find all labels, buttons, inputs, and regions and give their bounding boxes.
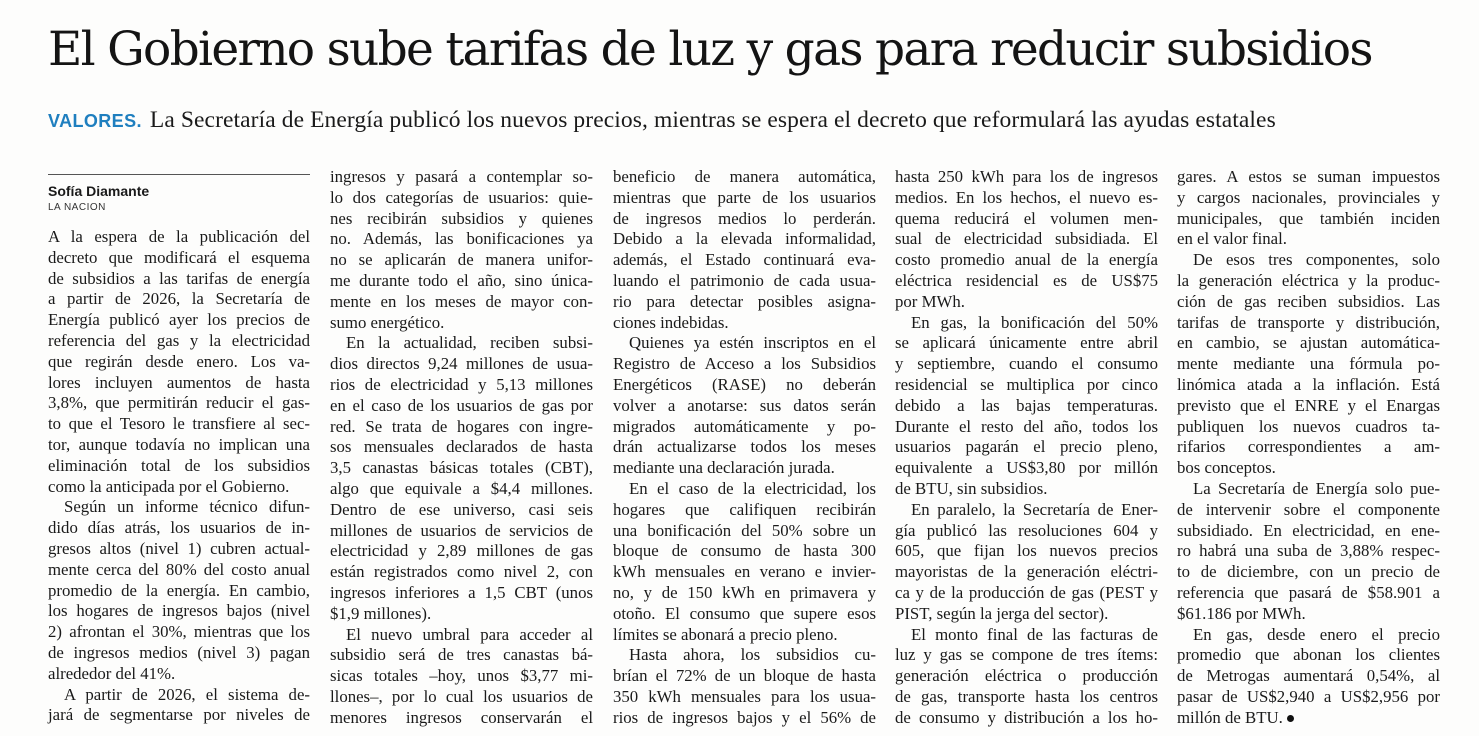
article-line: tor, aunque todavía no implican una [48,434,310,454]
article-line: bloque de consumo de hasta 300 [613,541,876,561]
article-line: 3,8%, que permitirán reducir el gas- [48,393,310,413]
article-line: promedio de la energía. En cambio, [48,580,310,600]
article-line: sos mensuales declarados de hasta [330,437,593,457]
article-line: rio para detectar posibles asigna- [613,291,876,311]
article-line: promedio que abonan los clientes [1177,645,1440,665]
article-line: residencial se multiplica por cinco [895,374,1158,394]
article-line: me durante todo el año, sino única- [330,270,593,290]
article-line: hasta 250 kWh para los de ingresos [895,167,1158,186]
article-line: ción de gas reciben subsidios. Las [1177,291,1440,311]
article-line: De esos tres componentes, solo [1193,250,1440,270]
article-line: algo que equivale a $4,4 millones. [330,478,593,498]
article-line: eléctrica residencial es de US$75 [895,270,1158,290]
article-line: 3,5 canastas básicas totales (CBT), [330,458,593,478]
article-line: equivalente a US$3,80 por millón [895,458,1158,478]
article-line: ingresos inferiores a 1,5 CBT (unos [330,582,593,602]
article-line: drán actualizarse todos los meses [613,437,876,457]
article-line: de ingresos medios (nivel 3) pagan [48,642,310,662]
article-line: y septiembre, cuando el consumo [895,354,1158,374]
article-line: como la anticipada por el Gobierno. [48,476,290,496]
article-line: y cargos nacionales, provinciales y [1177,187,1440,207]
article-line: 605, que fijan los nuevos precios [895,541,1158,561]
article-line: sual de electricidad subsidiada. El [895,229,1158,249]
article-line: a partir de 2026, la Secretaría de [48,289,310,309]
article-line: dios directos 9,24 millones de usua- [330,354,593,374]
end-mark-icon [1287,715,1294,722]
article-line: mente cerca del 80% del costo anual [48,559,310,579]
article-line: luando el patrimonio de cada usua- [613,270,876,290]
article-line: Quienes ya estén inscriptos en el [629,333,876,353]
article-line: beneficio de manera automática, [613,167,876,186]
article-line: tarifas de transporte y distribución, [1177,312,1440,332]
outlet-name: LA NACION [48,202,106,213]
article-line: gía publicó las resoluciones 604 y [895,520,1158,540]
article-line: de Metrogas aumentará 0,54%, al [1177,666,1440,686]
article-line: Energéticos (RASE) no deberán [613,374,876,394]
article-line: En paralelo, la Secretaría de Ener- [911,499,1158,519]
article-line: red. Se trata de hogares con ingre- [330,416,593,436]
article-column-1 [48,227,310,726]
article-line: municipales, que también inciden [1177,208,1440,228]
article-line: linómica atada a la inflación. Está [1177,374,1440,394]
article-line: de ingresos medios lo perderán. [613,208,876,228]
article-line: En gas, la bonificación del 50% [911,312,1158,332]
article-line: migrados automáticamente y po- [613,416,876,436]
subhead-text: La Secretaría de Energía publicó los nuevos precios, mientras se espera el decreto que reformulará las ayudas estatales [149,107,1276,133]
article-line: referencia del gas y la electricidad [48,330,310,350]
article-line: otoño. El consumo que supere esos [613,603,876,623]
article-line: previsto que el ENRE y el Enargas [1177,395,1440,415]
article-line: subsidiado. En electricidad, en ene- [1177,520,1440,540]
article-column-5 [1177,167,1440,729]
article-line: El monto final de las facturas de [911,624,1158,644]
article-line: en el valor final. [1177,229,1287,249]
article-line: alrededor del 41%. [48,663,176,683]
article-line: rifarios correspondientes a am- [1177,437,1440,457]
article-line: $1,9 millones). [330,603,432,623]
article-line: ingresos y pasará a contemplar so- [330,167,593,186]
article-line: debido a las bajas temperaturas. [895,395,1158,415]
article-line: generación eléctrica o producción [895,666,1158,686]
kicker: VALORES. [48,111,142,131]
subhead [48,104,1276,137]
article-line: gresos altos (nivel 1) cubren actual- [48,538,310,558]
byline [48,174,310,213]
article-line: por MWh. [895,291,965,311]
article-line: de consumo y distribución a los ho- [895,707,1158,727]
article-line: usuarios pagarán el precio pleno, [895,437,1158,457]
article-line: sicas totales –hoy, unos $3,77 mi- [330,666,593,686]
article-line: medios. En los hechos, el nuevo es- [895,187,1158,207]
article-line: hogares que califiquen recibirán [613,499,876,519]
article-line: to de diciembre, con un precio de [1177,562,1440,582]
article-line: eliminación total de los subsidios [48,455,310,475]
article-line: se aplicará únicamente entre abril [895,333,1158,353]
article-line: lores incluyen aumentos de hasta [48,372,310,392]
article-line: Registro de Acceso a los Subsidios [613,354,876,374]
article-line: ciones indebidas. [613,312,729,332]
article-line: publiquen los nuevos cuadros ta- [1177,416,1440,436]
article-line: costo promedio anual de la energía [895,250,1158,270]
article-line: nes recibirán subsidios y quienes [330,208,593,228]
article-line: 350 kWh mensuales para los usua- [613,686,876,706]
headline: El Gobierno sube tarifas de luz y gas para reducir subsidios [48,22,1372,77]
article-line: mayoristas de la generación eléctri- [895,562,1158,582]
article-line: dido días atrás, los usuarios de in- [48,518,310,538]
article-line: están registrados como nivel 2, con [330,562,593,582]
article-line: Según un informe técnico difun- [64,497,310,517]
article-line: rios de ingresos bajos y el 56% de [613,707,876,727]
article-line: Durante el resto del año, todos los [895,416,1158,436]
article-line: luz y gas se compone de tres ítems: [895,645,1158,665]
article-line: sumo energético. [330,312,445,332]
article-line: En el caso de la electricidad, los [629,478,876,498]
article-line: mente mediante una fórmula po- [1177,354,1440,374]
article-line: electricidad y 2,89 millones de gas [330,541,593,561]
article-line: ca y de la producción de gas (PEST y [895,582,1158,602]
article-line: Hasta ahora, los subsidios cu- [629,645,876,665]
article-line: Energía publicó ayer los precios de [48,310,310,330]
article-line: En la actualidad, reciben subsi- [346,333,593,353]
article-line: ro habrá una suba de 3,88% respec- [1177,541,1440,561]
article-line: mente en los meses de mayor con- [330,291,593,311]
article-line: 2) afrontan el 30%, mientras que los [48,622,310,642]
article-line: jará de segmentarse por niveles de [48,705,310,725]
article-line: to que el Tesoro le transfiere al sec- [48,414,310,434]
article-line: lo dos categorías de usuarios: quie- [330,187,593,207]
article-column-3 [613,167,876,729]
article-line: la generación eléctrica y la produc- [1177,270,1440,290]
article-line: que regirán desde enero. Los va- [48,351,310,371]
article-line: quema reducirá el volumen men- [895,208,1158,228]
article-line: subsidio será de tres canastas bá- [330,645,593,665]
article-line: de gas, transporte hasta los centros [895,686,1158,706]
article-line: límites se abonará a precio pleno. [613,624,838,644]
article-line: no. Además, las bonificaciones ya [330,229,593,249]
article-line: los hogares de ingresos bajos (nivel [48,601,310,621]
article-line: En gas, desde enero el precio [1193,624,1440,644]
article-line: además, el Estado continuará eva- [613,250,876,270]
article-line: mientras que parte de los usuarios [613,187,876,207]
article-line: llones–, por lo cual los usuarios de [330,686,593,706]
author-name: Sofía Diamante [48,183,150,199]
article-column-2 [330,167,593,729]
article-line: A la espera de la publicación del [48,227,310,246]
article-line: menores ingresos conservarán el [330,707,593,727]
article-line: PIST, según la jerga del sector). [895,603,1109,623]
article-line: $61.186 por MWh. [1177,603,1306,623]
article-line: pasar de US$2,940 a US$2,956 por [1177,686,1440,706]
article-line: volver a anotarse: sus datos serán [613,395,876,415]
article-line: bos conceptos. [1177,458,1276,478]
article-line: decreto que modificará el esquema [48,247,310,267]
article-line: mediante una declaración jurada. [613,458,835,478]
article-line: gares. A estos se suman impuestos [1177,167,1440,186]
article-line: de intervenir sobre el componente [1177,499,1440,519]
article-line: en el caso de los usuarios de gas por [330,395,593,415]
article-line: El nuevo umbral para acceder al [346,624,593,644]
article-line: millón de BTU. [1177,708,1440,729]
article-line: en cambio, se ajustan automática- [1177,333,1440,353]
article-line: no se aplicarán de manera unifor- [330,250,593,270]
article-line: Dentro de ese universo, casi seis [330,499,593,519]
article-line: A partir de 2026, el sistema de- [64,684,310,704]
article-line: de subsidios a las tarifas de energía [48,268,310,288]
article-line: no, y de 150 kWh en primavera y [613,582,876,602]
article-line: referencia que pasará de $58.901 a [1177,582,1440,602]
article-line: de BTU, sin subsidios. [895,478,1048,498]
article-line: una bonificación del 50% sobre un [613,520,876,540]
article-line: Debido a la elevada informalidad, [613,229,876,249]
article-line: millones de usuarios de servicios de [330,520,593,540]
article-line: La Secretaría de Energía solo pue- [1193,478,1440,498]
article-column-4 [895,167,1158,729]
article-line: kWh mensuales en verano e invier- [613,562,876,582]
article-line: rios de electricidad y 5,13 millones [330,374,593,394]
article-line: brían el 72% de un bloque de hasta [613,666,876,686]
